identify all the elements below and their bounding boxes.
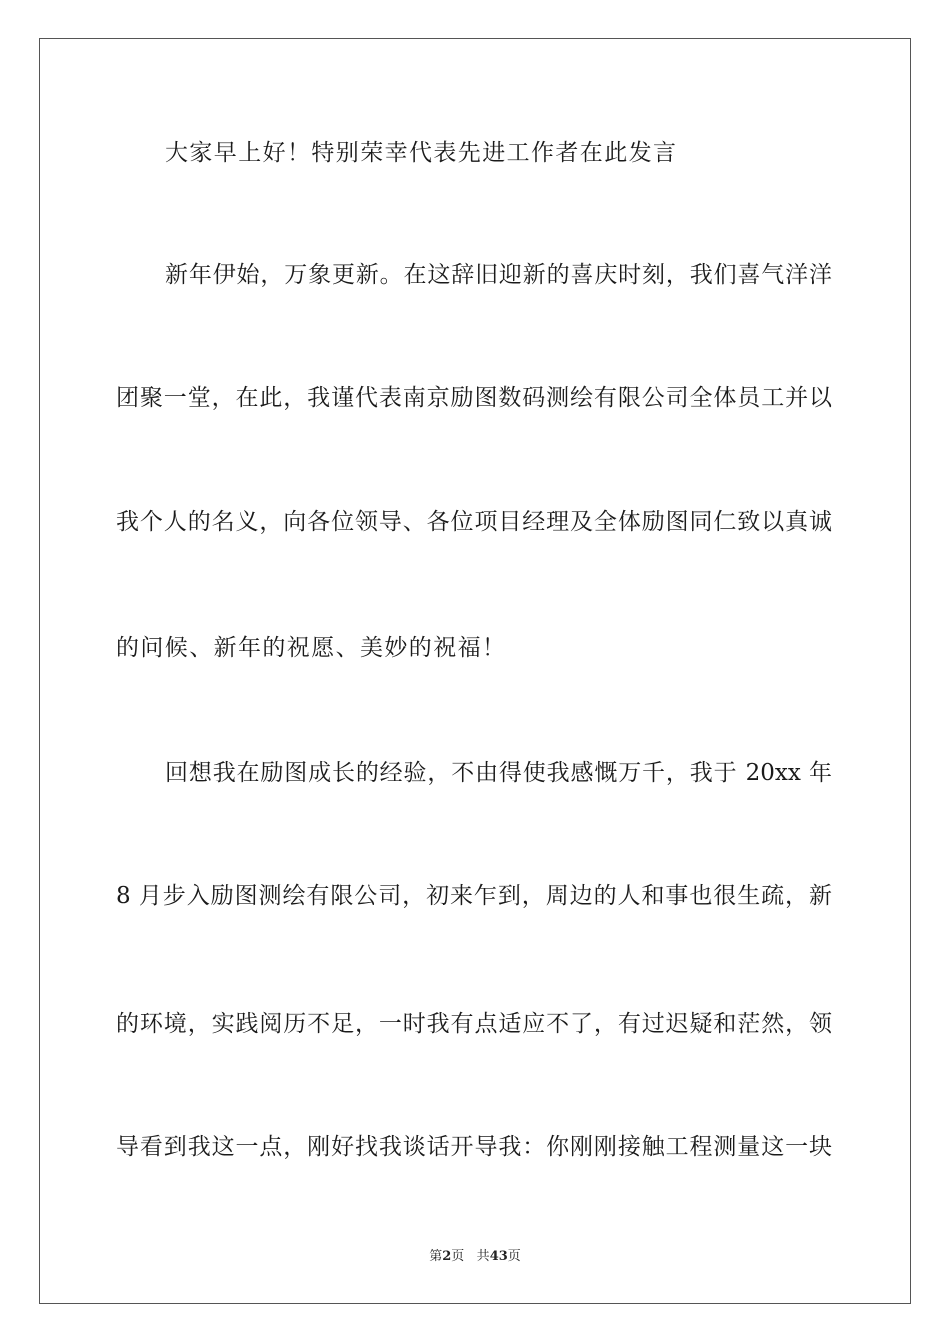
footer-total-prefix: 共 [476,1249,490,1264]
paragraph-line: 新年伊始，万象更新。在这辞旧迎新的喜庆时刻，我们喜气洋洋 [165,262,832,288]
paragraph-line: 团聚一堂，在此，我谨代表南京励图数码测绘有限公司全体员工并以 [116,385,832,411]
paragraph-line: 我个人的名义，向各位领导、各位项目经理及全体励图同仁致以真诚 [116,509,832,535]
page-footer [0,1248,950,1266]
paragraph-line: 大家早上好！特别荣幸代表先进工作者在此发言 [165,140,678,166]
paragraph-line: 回想我在励图成长的经验，不由得使我感慨万千，我于 20xx 年 [165,760,832,786]
paragraph-line: 8 月步入励图测绘有限公司，初来乍到，周边的人和事也很生疏，新 [116,883,832,909]
footer-page-unit: 页 [451,1249,465,1264]
paragraph-line: 的问候、新年的祝愿、美妙的祝福！ [116,635,507,661]
page-border [39,38,911,1304]
total-pages-number: 43 [489,1249,508,1264]
paragraph-line: 的环境，实践阅历不足，一时我有点适应不了，有过迟疑和茫然，领 [116,1011,832,1037]
paragraph-line: 导看到我这一点，刚好找我谈话开导我：你刚刚接触工程测量这一块 [116,1134,832,1160]
footer-prefix: 第 [429,1249,443,1264]
current-page-number: 2 [442,1249,452,1264]
footer-total-unit: 页 [507,1249,521,1264]
